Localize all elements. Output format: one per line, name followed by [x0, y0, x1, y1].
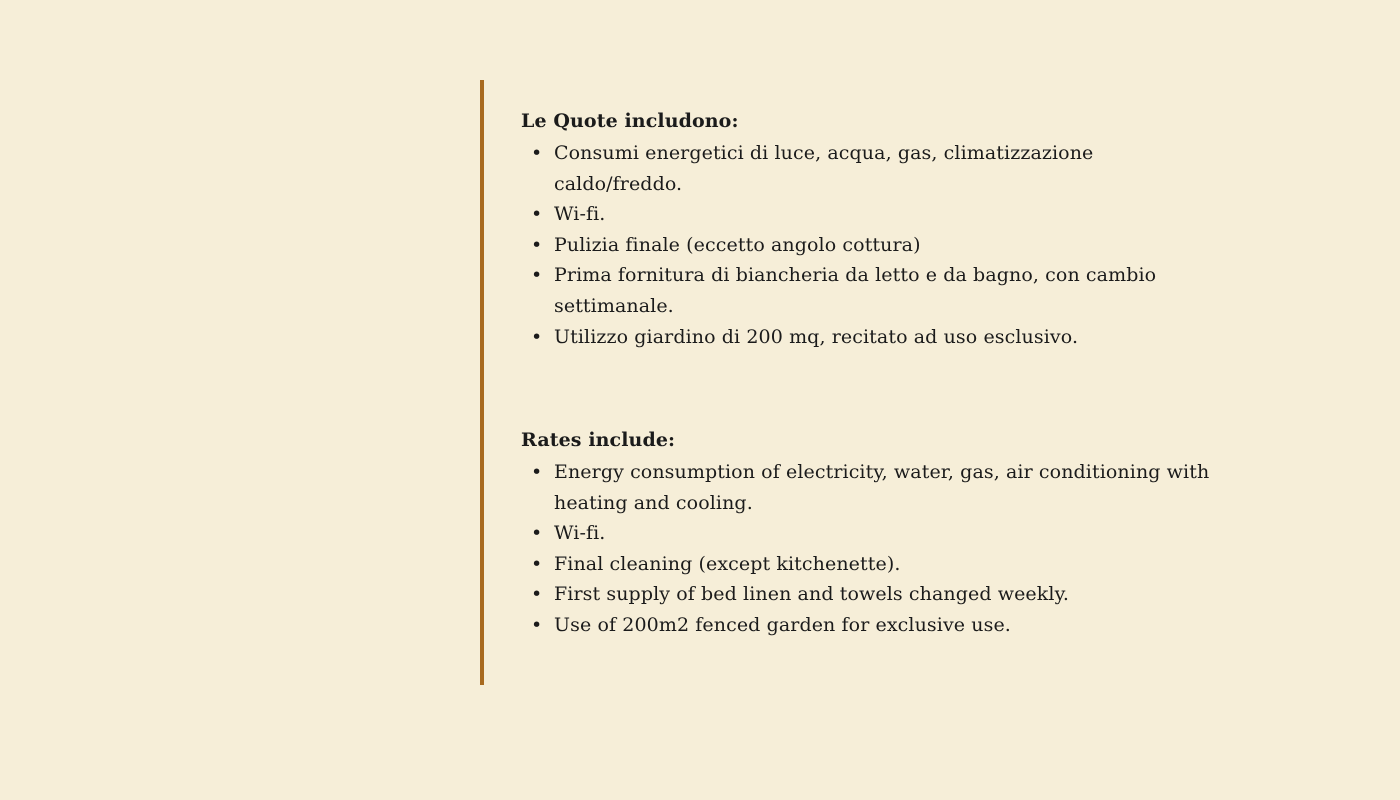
bullet-dot-icon: •	[531, 142, 543, 164]
bullet-dot-icon: •	[531, 203, 543, 226]
list-item	[521, 260, 1211, 321]
italian-heading: Le Quote includono:	[521, 110, 739, 132]
list-item-text: Consumi energetici di luce, acqua, gas, climatizzazione caldo/freddo.	[554, 142, 1094, 195]
list-item	[521, 610, 1211, 641]
list-item	[521, 549, 1211, 580]
list-item-text: Use of 200m2 fenced garden for exclusive use.	[554, 613, 1011, 636]
list-item	[521, 518, 1211, 549]
list-item-text: Prima fornitura di biancheria da letto e da bagno, con cambio settimanale.	[554, 264, 1157, 317]
italian-inclusions-list	[521, 138, 1211, 352]
english-inclusions-section	[521, 427, 1211, 641]
list-item	[521, 322, 1211, 353]
bullet-dot-icon: •	[531, 552, 543, 575]
bullet-dot-icon: •	[531, 233, 543, 256]
list-item-text: Wi-fi.	[554, 203, 606, 226]
list-item	[521, 457, 1211, 518]
bullet-dot-icon: •	[531, 264, 543, 287]
english-heading: Rates include:	[521, 429, 676, 451]
list-item	[521, 579, 1211, 610]
bullet-dot-icon: •	[531, 583, 543, 606]
list-item-text: Final cleaning (except kitchenette).	[554, 552, 901, 575]
list-item-text: Wi-fi.	[554, 522, 606, 545]
inclusions-panel	[480, 80, 1240, 685]
list-item-text: Pulizia finale (eccetto angolo cottura)	[554, 233, 921, 256]
bullet-dot-icon: •	[531, 325, 543, 348]
bullet-dot-icon: •	[531, 522, 543, 545]
italian-inclusions-section	[521, 108, 1211, 352]
list-item	[521, 230, 1211, 261]
bullet-dot-icon: •	[531, 613, 543, 636]
list-item	[521, 138, 1211, 199]
list-item-text: Energy consumption of electricity, water, gas, air conditioning with heating and cooling.	[554, 461, 1210, 514]
list-item	[521, 199, 1211, 230]
bullet-dot-icon: •	[531, 461, 543, 483]
list-item-text: Utilizzo giardino di 200 mq, recitato ad uso esclusivo.	[554, 325, 1079, 348]
english-inclusions-list	[521, 457, 1211, 641]
list-item-text: First supply of bed linen and towels changed weekly.	[554, 583, 1070, 606]
